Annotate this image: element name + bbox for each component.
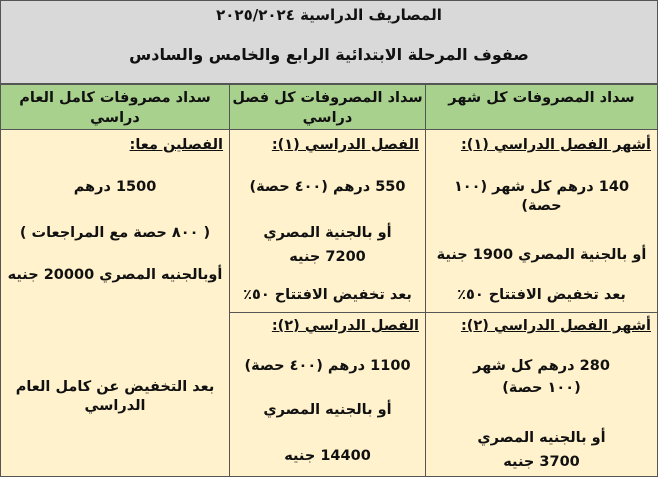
semester-s1-price: 550 درهم (٤٠٠ حصة) xyxy=(249,179,406,195)
semester-s1-title: الفصل الدراسي (١): xyxy=(271,137,419,153)
monthly-s1-egp: أو بالجنية المصري 1900 جنية xyxy=(436,247,647,263)
semester-s2-title: الفصل الدراسي (٢): xyxy=(271,318,419,334)
monthly-s2-title: أشهر الفصل الدراسي (٢): xyxy=(460,318,651,334)
semester-2-cell xyxy=(229,312,426,477)
header-monthly-label: سداد المصروفات كل شهر xyxy=(448,90,635,106)
semester-s1-discount: بعد تخفيض الافتتاح ٥٠٪ xyxy=(243,287,412,303)
page-title: المصاريف الدراسية ٢٠٢٥/٢٠٢٤ xyxy=(216,6,442,24)
semester-s2-price: 1100 درهم (٤٠٠ حصة) xyxy=(244,358,411,374)
header-semester-label: سداد المصروفات كل فصل دراسي xyxy=(232,90,423,126)
monthly-s2-sessions: (١٠٠ حصة) xyxy=(502,380,581,396)
yearly-discount: بعد التخفيض عن كامل العام الدراسي xyxy=(15,379,215,414)
monthly-semester1-cell xyxy=(425,129,658,313)
semester-s1-egp-label: أو بالجنية المصري xyxy=(263,225,392,241)
yearly-price: 1500 درهم xyxy=(73,179,157,195)
yearly-egp: أوبالجنيه المصري 20000 جنيه xyxy=(7,267,223,283)
header-yearly xyxy=(0,84,230,130)
semester-s1-egp-value: 7200 جنيه xyxy=(289,249,366,265)
semester-s2-egp-label: أو بالجنيه المصري xyxy=(263,402,392,418)
yearly-cell xyxy=(0,129,230,477)
sheet-header xyxy=(0,0,658,84)
header-monthly xyxy=(425,84,658,130)
monthly-semester2-cell xyxy=(425,312,658,477)
monthly-s1-title: أشهر الفصل الدراسي (١): xyxy=(460,137,651,153)
yearly-sessions: ( ٨٠٠ حصة مع المراجعات ) xyxy=(19,225,211,241)
page-subtitle: صفوف المرحلة الابتدائية الرابع والخامس والسادس xyxy=(129,45,529,64)
yearly-title: الفصلين معا: xyxy=(129,137,223,153)
monthly-s1-discount: بعد تخفيض الافتتاح ٥٠٪ xyxy=(457,287,626,303)
header-semester xyxy=(229,84,426,130)
monthly-s2-egp-label: أو بالجنيه المصري xyxy=(477,430,606,446)
monthly-s2-price: 280 درهم كل شهر xyxy=(473,358,610,374)
header-yearly-label: سداد مصروفات كامل العام دراسي xyxy=(19,90,211,126)
semester-s2-egp-value: 14400 جنيه xyxy=(284,448,371,464)
semester-1-cell xyxy=(229,129,426,313)
monthly-s1-price: 140 درهم كل شهر (١٠٠ حصة) xyxy=(453,179,630,214)
monthly-s2-egp-value: 3700 جنيه xyxy=(503,454,580,470)
